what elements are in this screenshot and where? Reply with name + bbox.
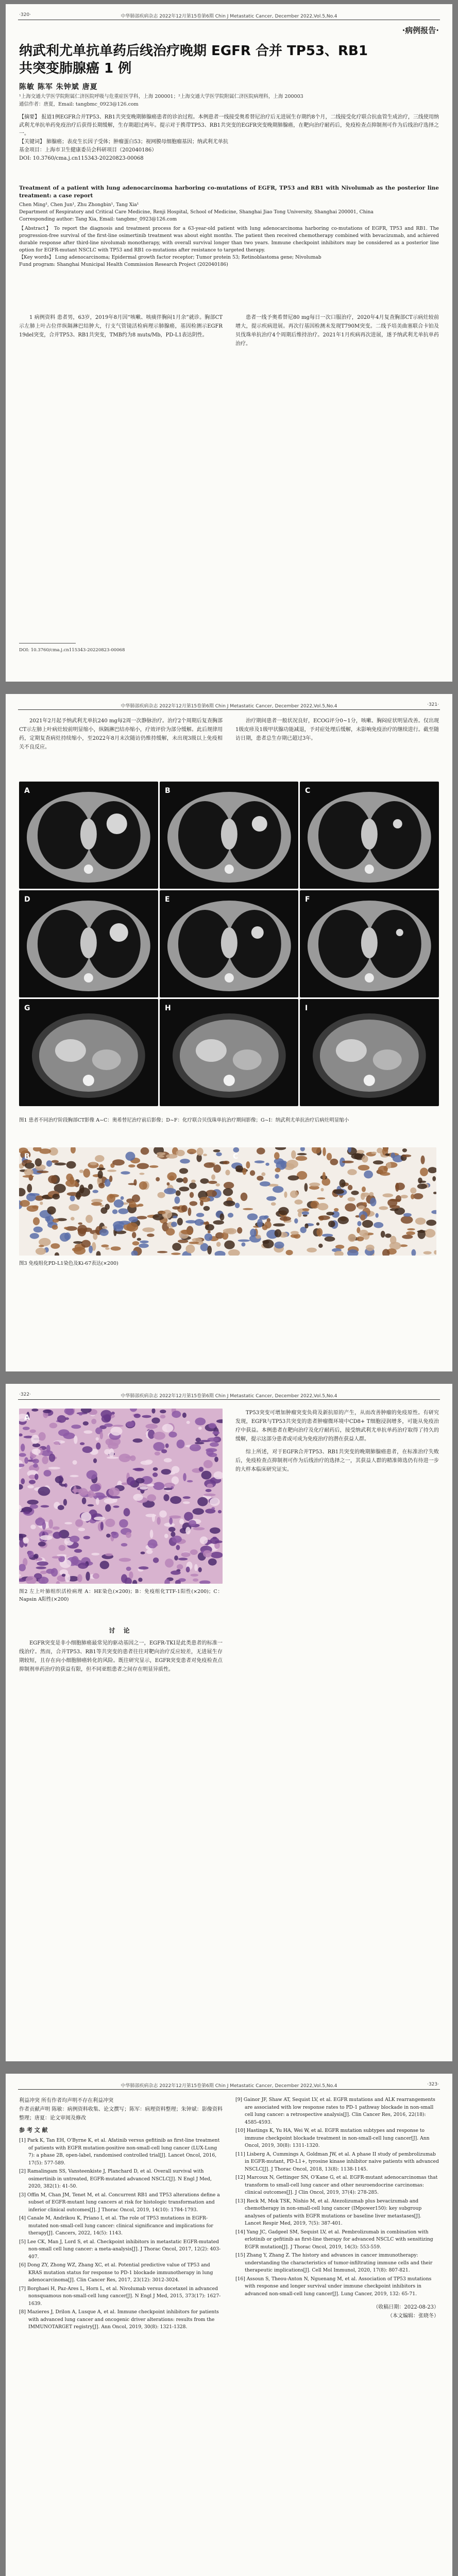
body-col-left: 1 病例资料 患者男，63岁，2019年8月因“咳嗽、咳痰伴胸闷1月余”就诊。胸部CT示左肺上叶占位伴纵隔淋巴结肿大，行支气管镜活检病理示肺腺癌，基因检测示EGFR 19del突变，合并TP53、RB1共突变，TMB约为8 muts/Mb，PD-L1表达阴性。 — [19, 315, 223, 338]
page-number: ·321· — [427, 702, 439, 707]
page-4 — [6, 2074, 452, 2576]
ct-panel — [160, 782, 299, 889]
svg-text:B: B — [24, 1153, 30, 1161]
discussion-heading: 讨 论 — [109, 1627, 133, 1634]
journal-title: 中华肺部疾病杂志 2022年12月第15卷第6期 Chin J Metastatic Cancer, December 2022,Vol.5,No.4 — [121, 2083, 337, 2089]
fund-zh: 基金项目：上海市卫生健康委员会科研项目（202040186） — [19, 147, 157, 153]
affiliations: ¹上海交通大学医学院附属仁济医院呼吸与危重症医学科，上海 200001；²上海交通大学医学院附属仁济医院病理科，上海 200003 通信作者：唐夏，Email: tangbmc_0923@126.com — [19, 94, 303, 107]
figure-2-caption: 图2 左上叶肺组织活检病理 A：HE染色(×200)；B：免疫组化TTF-1阳性(×200)；C：Napsin A阳性(×200) — [19, 1589, 223, 1602]
reference-item: [13] Reck M, Mok TSK, Nishio M, et al. Atezolizumab plus bevacizumab and chemotherapy in non-small-cell lung cancer (IMpower150): key subgroup analyses of patients with EGFR mutations or baseline liver metastases[J]. Lancet Respir Med, 2019, 7(5): 387-401. — [235, 2198, 422, 2226]
journal-title: 中华肺部疾病杂志 2022年12月第15卷第6期 Chin J Metastatic Cancer, December 2022,Vol.5,No.4 — [121, 1394, 337, 1399]
ct-panel — [300, 999, 439, 1106]
declarations — [19, 2096, 223, 2332]
svg-text:H: H — [164, 1004, 171, 1013]
ct-panel — [300, 782, 439, 889]
reference-item: [3] Offin M, Chan JM, Tenet M, et al. Concurrent RB1 and TP53 alterations define a subset of EGFR-mutant lung cancers at risk for histologic transformation and inferior clinical outcomes[J]. J Thorac Oncol, 2019, 14(10): 1784-1793. — [19, 2192, 220, 2213]
section-tag: ·病例报告· — [402, 26, 439, 35]
reference-item: [14] Yang JC, Gadgeel SM, Sequist LV, et al. Pembrolizumab in combination with erlotinib or gefitinib as first-line therapy for advanced NSCLC with sensitizing EGFR mutation[J]. J Thorac Oncol, 2019, 14(3): 553-559. — [235, 2229, 433, 2250]
svg-text:D: D — [24, 895, 30, 904]
affil-en: Department of Respiratory and Critical Care Medicine, Renji Hospital, School of Medicine, Shanghai Jiao Tong University, Shanghai 200001, China — [19, 209, 374, 215]
references-right-col — [235, 2096, 439, 2320]
svg-text:A: A — [24, 1414, 30, 1422]
reference-item: [1] Park K, Tan EH, O'Byrne K, et al. Afatinib versus gefitinib as first-line treatment of patients with EGFR mutation-positive non-small-cell lung cancer (LUX-Lung 7): a phase 2B, open-label, randomised controlled trial[J]. Lancet Oncol, 2016, 17(5): 577-589. — [19, 2138, 220, 2166]
reference-item: [6] Dong ZY, Zhong WZ, Zhang XC, et al. Potential predictive value of TP53 and KRAS mutation status for response to PD-1 blockade immunotherapy in lung adenocarcinoma[J]. Clin Cancer Res, 2017, 23(12): 3012-3024. — [19, 2262, 213, 2283]
ct-panel — [19, 999, 158, 1106]
authors-en: Chen Ming¹, Chen Jun¹, Zhu Zhongbin¹, Tang Xia¹ — [19, 202, 139, 208]
editor: （本文编辑：张晓冬） — [387, 2313, 439, 2319]
abstract-en-text: 【Abstract】 To report the diagnosis and treatment process for a 63-year-old patient with lung adenocarcinoma harboring co-mutations of EGFR, TP53 and RB1. The progression-free survival of the first-line osimertinib treatment was about eight months. The patient then received chemotherapy combined with bevacizumab, and achieved durable response after third-line nivolumab monotherapy, with overall survival longer than two years. Immune checkpoint inhibitors may be considered as a posterior line option for EGFR-mutant NSCLC with TP53 and RB1 co-mutations after resistance to targeted therapy. — [19, 226, 439, 253]
header-rule — [18, 709, 440, 710]
figure-1-caption: 图1 患者不同治疗阶段胸部CT影像 A~C：奥希替尼治疗前后影像；D~F：化疗联合贝伐珠单抗治疗期间影像；G~I：纳武利尤单抗治疗后病灶明显缩小 — [19, 1117, 349, 1123]
svg-text:E: E — [164, 895, 170, 904]
body-col-right: 患者一线予奥希替尼80 mg每日一次口服治疗，2020年4月复查胸部CT示病灶较前增大，提示疾病进展。再次行基因检测未发现T790M突变。二线予培美曲塞联合卡铂及贝伐珠单抗治疗4个周期后维持治疗。2021年1月疾病再次进展，遂予纳武利尤单抗单药治疗。 — [235, 315, 439, 347]
footnote: DOI: 10.3760/cma.j.cn115343-20220823-00068 — [19, 648, 125, 653]
doi: DOI: 10.3760/cma.j.cn115343-20220823-00068 — [19, 156, 144, 161]
discussion-right: TP53突变可增加肿瘤突变负荷及新抗原的产生，从而改善肿瘤的免疫原性。有研究发现，EGFR与TP53共突变的患者肿瘤微环境中CD8+ T细胞浸润增多，可能从免疫治疗中获益。本例患者在靶向治疗及化疗耐药后，接受纳武利尤单抗单药治疗取得了持久的缓解，提示这部分患者或可成为免疫治疗的潜在获益人群。 综上所述，对于EGFR合并TP53、RB1共突变的晚期肺腺癌患者，在标准治疗失败后，免疫检查点抑制剂可作为后线治疗的选择之一，其获益人群的精准筛选仍有待进一步的大样本临床研究证实。 — [235, 1410, 439, 1472]
reference-item: [2] Ramalingam SS, Vansteenkiste J, Planchard D, et al. Overall survival with osimertinib in untreated, EGFR-mutated advanced NSCLC[J]. N Engl J Med, 2020, 382(1): 41-50. — [19, 2168, 212, 2189]
abstract-zh: 【摘要】 报道1例EGFR合并TP53、RB1共突变晚期肺腺癌患者的诊治过程。本例患者一线接受奥希替尼治疗后无进展生存期约8个月，二线接受化疗联合抗血管生成治疗，三线使用纳武利尤单抗单药免疫治疗后获得长期缓解，生存期超过两年。提示对于携带TP53、RB1共突变的EGFR突变晚期肺腺癌，在靶向治疗耐药后，免疫检查点抑制剂可作为后线治疗选择之一。 【关键词】 肺腺癌；表皮生长因子受体；肿瘤蛋白53；视网膜母细胞瘤基因；纳武利尤单抗 基金项目：上海市卫生健康委员会科研项目（202040186） DOI: 10.3760/cma.j.cn115343-20220823-00068 — [19, 113, 439, 163]
abstract-en — [19, 184, 439, 268]
header-rule — [18, 1399, 440, 1400]
svg-text:G: G — [24, 1004, 30, 1013]
page-number: ·323· — [427, 2082, 439, 2087]
page-1 — [6, 4, 452, 682]
page-2 — [6, 694, 452, 1371]
page-number: ·320· — [19, 12, 31, 18]
header-rule — [18, 2089, 440, 2090]
reference-item: [11] Lisberg A, Cummings A, Goldman JW, et al. A phase II study of pembrolizumab in EGFR-mutant, PD-L1+, tyrosine kinase inhibitor naive patients with advanced NSCLC[J]. J Thorac Oncol, 2018, 13(8): 1138-1145. — [235, 2151, 439, 2172]
reference-item: [8] Mazieres J, Drilon A, Lusque A, et al. Immune checkpoint inhibitors for patients with advanced lung cancer and oncogenic driver alterations: results from the IMMUNOTARGET registry[J]. Ann Oncol, 2019, 30(8): 1321-1328. — [19, 2309, 219, 2330]
ct-panel — [19, 890, 158, 997]
reference-item: [12] Marcoux N, Gettinger SN, O'Kane G, et al. EGFR-mutant adenocarcinomas that transform to small-cell lung cancer and other neuroendocrine carcinomas: clinical outcomes[J]. J Clin Oncol, 2019, 37(4): 278-285. — [235, 2175, 438, 2195]
reference-item: [7] Borghaei H, Paz-Ares L, Horn L, et al. Nivolumab versus docetaxel in advanced nonsquamous non-small-cell lung cancer[J]. N Engl J Med, 2015, 373(17): 1627-1639. — [19, 2285, 221, 2307]
discussion-left: 讨 论 EGFR突变是非小细胞肺癌最常见的驱动基因之一，EGFR-TKI是此类患者的标准一线治疗。然而，合并TP53、RB1等共突变的患者往往对靶向治疗反应较差，无进展生存期较短，且存在向小细胞肺癌转化的风险。既往研究显示，EGFR突变患者对免疫检查点抑制剂单药治疗的获益有限，但不同亚组患者之间存在明显异质性。 — [19, 1627, 223, 1672]
conflict-statement: 利益冲突 所有作者均声明不存在利益冲突 — [19, 2098, 114, 2104]
received-date: （收稿日期：2022-08-23） — [373, 2304, 439, 2310]
figure-2-he-stain — [19, 1409, 223, 1584]
references-left — [19, 2137, 223, 2331]
fund-en: Fund program: Shanghai Municipal Health Commission Research Project (202040186) — [19, 262, 228, 267]
reference-item: [10] Hastings K, Yu HA, Wei W, et al. EGFR mutation subtypes and response to immune checkpoint blockade treatment in non-small-cell lung cancer[J]. Ann Oncol, 2019, 30(8): 1311-1320. — [235, 2128, 430, 2148]
keywords-en: 【Key words】 Lung adenocarcinoma; Epidermal growth factor receptor; Tumor protein 53; Retinoblastoma gene; Nivolumab — [19, 255, 321, 260]
ct-panel — [160, 890, 299, 997]
svg-text:A: A — [24, 786, 30, 795]
svg-text:B: B — [164, 786, 171, 795]
ct-panel — [300, 890, 439, 997]
figure-1-ct-grid — [19, 782, 439, 1106]
reference-item: [9] Gainor JF, Shaw AT, Sequist LV, et al. EGFR mutations and ALK rearrangements are associated with low response rates to PD-1 pathway blockade in non-small cell lung cancer: a retrospective analysis[J]. Clin Cancer Res, 2016, 22(18): 4585-4593. — [235, 2097, 435, 2125]
svg-text:C: C — [305, 786, 311, 795]
body-col-left: 2021年2月起予纳武利尤单抗240 mg每2周一次静脉治疗。治疗2个周期后复查胸部CT示左肺上叶病灶较前明显缩小，纵隔淋巴结亦缩小，疗效评价为部分缓解。此后规律用药，定期复查病灶持续缩小，至2022年8月末次随访仍维持缓解，未出现3级以上免疫相关不良反应。 — [19, 718, 223, 750]
journal-title: 中华肺部疾病杂志 2022年12月第15卷第6期 Chin J Metastatic Cancer, December 2022,Vol.5,No.4 — [121, 14, 337, 19]
corr-en: Corresponding author: Tang Xia, Email: tangbmc_0923@126.com — [19, 216, 177, 222]
references-right — [235, 2096, 439, 2298]
ct-panel — [160, 999, 299, 1106]
page-number: ·322· — [19, 1392, 31, 1397]
article-title: 纳武利尤单抗单药后线治疗晚期 EGFR 合并 TP53、RB1 共突变肺腺癌 1 例 — [19, 43, 368, 76]
figure-3-ihc — [19, 1147, 436, 1256]
reference-item: [16] Assoun S, Theou-Anton N, Nguenang M, et al. Association of TP53 mutations with response and longer survival under immune checkpoint inhibitors in advanced non-small-cell lung cancer[J]. Lung Cancer, 2019, 132: 65-71. — [235, 2276, 432, 2297]
authors: 陈敏 陈军 朱钟斌 唐夏 — [19, 83, 98, 91]
svg-text:I: I — [305, 1004, 308, 1013]
ct-panel — [19, 782, 158, 889]
reference-item: [5] Lee CK, Man J, Lord S, et al. Checkpoint inhibitors in metastatic EGFR-mutated non-small cell lung cancer: a meta-analysis[J]. J Thorac Oncol, 2017, 12(2): 403-407. — [19, 2239, 221, 2260]
page-3 — [6, 1384, 452, 2061]
references-title: 参 考 文 献 — [19, 2127, 48, 2133]
figure-3-caption: 图3 免疫组化PD-L1染色及Ki-67表达(×200) — [19, 1261, 118, 1266]
title-en: Treatment of a patient with lung adenocarcinoma harboring co-mutations of EGFR, TP53 and RB1 with Nivolumab as the posterior line treatment: a case report — [19, 185, 439, 199]
keywords-zh: 【关键词】 肺腺癌；表皮生长因子受体；肿瘤蛋白53；视网膜母细胞瘤基因；纳武利尤单抗 — [19, 139, 228, 145]
contrib-statement: 作者贡献声明 陈敏：病例资料收集、论文撰写；陈军：病理资料整理；朱钟斌：影像资料整理；唐夏：论文审阅及修改 — [19, 2107, 223, 2121]
svg-text:C: C — [233, 1153, 239, 1161]
journal-title: 中华肺部疾病杂志 2022年12月第15卷第6期 Chin J Metastatic Cancer, December 2022,Vol.5,No.4 — [121, 704, 337, 709]
reference-item: [4] Canale M, Andrikou K, Priano I, et al. The role of TP53 mutations in EGFR-mutated non-small-cell lung cancer: clinical significance and implications for therapy[J]. Cancers, 2022, 14(5): 1143. — [19, 2215, 213, 2236]
body-col-right: 治疗期间患者一般状况良好，ECOG评分0~1分，咳嗽、胸闷症状明显改善。仅出现1级皮疹及1级甲状腺功能减退，予对症处理后缓解，未影响免疫治疗的继续进行。截至随访日期，患者总生存期已超过3年。 — [235, 718, 439, 741]
reference-item: [15] Zhang Y, Zhang Z. The history and advances in cancer immunotherapy: understanding the characteristics of tumor-infiltrating immune cells and their therapeutic implications[J]. Cell Mol Immunol, 2020, 17(8): 807-821. — [235, 2252, 433, 2273]
svg-text:F: F — [305, 895, 310, 904]
